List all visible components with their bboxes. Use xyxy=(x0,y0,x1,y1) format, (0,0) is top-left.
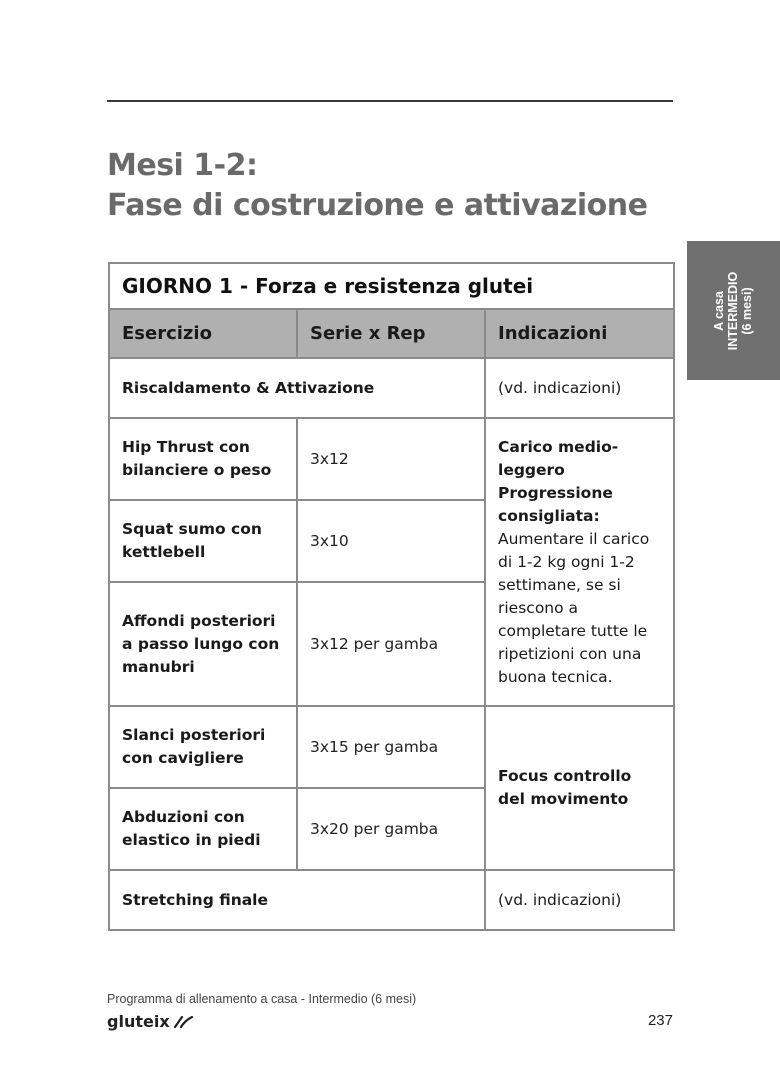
table-header-row xyxy=(109,309,674,358)
exercise-cell: Slanci posteriori con cavigliere xyxy=(109,706,297,788)
reps-cell: 3x20 per gamba xyxy=(297,788,485,870)
footer-text: Programma di allenamento a casa - Intermedio (6 mesi) xyxy=(107,992,417,1006)
top-rule xyxy=(107,100,673,102)
stretch-note: (vd. indicazioni) xyxy=(485,870,674,930)
page-title xyxy=(107,146,647,226)
title-line-2: Fase di costruzione e attivazione xyxy=(107,188,648,223)
table-row xyxy=(109,418,674,500)
brand-name: gluteix xyxy=(107,1012,170,1031)
note-group-1-bold: Carico medio-leggero Progressione consigliata: xyxy=(498,437,619,525)
warmup-exercise: Riscaldamento & Attivazione xyxy=(109,358,485,418)
reps-cell: 3x10 xyxy=(297,500,485,582)
side-tab-line-3: (6 mesi) xyxy=(740,286,755,335)
workout-table xyxy=(108,262,675,931)
page-number: 237 xyxy=(647,1012,673,1029)
title-line-1: Mesi 1-2: xyxy=(107,148,258,183)
table-row xyxy=(109,358,674,418)
day-title: GIORNO 1 - Forza e resistenza glutei xyxy=(109,263,674,309)
exercise-cell: Affondi posteriori a passo lungo con manubri xyxy=(109,582,297,706)
table-row xyxy=(109,870,674,930)
side-tab-line-1: A casa xyxy=(712,290,727,331)
note-group-2: Focus controllo del movimento xyxy=(485,706,674,870)
note-group-1 xyxy=(485,418,674,706)
header-reps: Serie x Rep xyxy=(297,309,485,358)
header-exercise: Esercizio xyxy=(109,309,297,358)
exercise-cell: Hip Thrust con bilanciere o peso xyxy=(109,418,297,500)
table-title-row xyxy=(109,263,674,309)
brand-swoosh-icon xyxy=(172,1014,194,1030)
side-tab-line-2: INTERMEDIO xyxy=(726,271,741,350)
exercise-cell: Abduzioni con elastico in piedi xyxy=(109,788,297,870)
reps-cell: 3x12 xyxy=(297,418,485,500)
table-row xyxy=(109,706,674,788)
header-notes: Indicazioni xyxy=(485,309,674,358)
section-side-tab xyxy=(687,241,780,380)
warmup-note: (vd. indicazioni) xyxy=(485,358,674,418)
exercise-cell: Squat sumo con kettlebell xyxy=(109,500,297,582)
brand-logo xyxy=(107,1012,194,1031)
stretch-exercise: Stretching finale xyxy=(109,870,485,930)
reps-cell: 3x12 per gamba xyxy=(297,582,485,706)
reps-cell: 3x15 per gamba xyxy=(297,706,485,788)
note-group-1-text: Aumentare il carico di 1-2 kg ogni 1-2 settimane, se si riescono a completare tutte le ripetizioni con una buona tecnica. xyxy=(498,529,650,686)
